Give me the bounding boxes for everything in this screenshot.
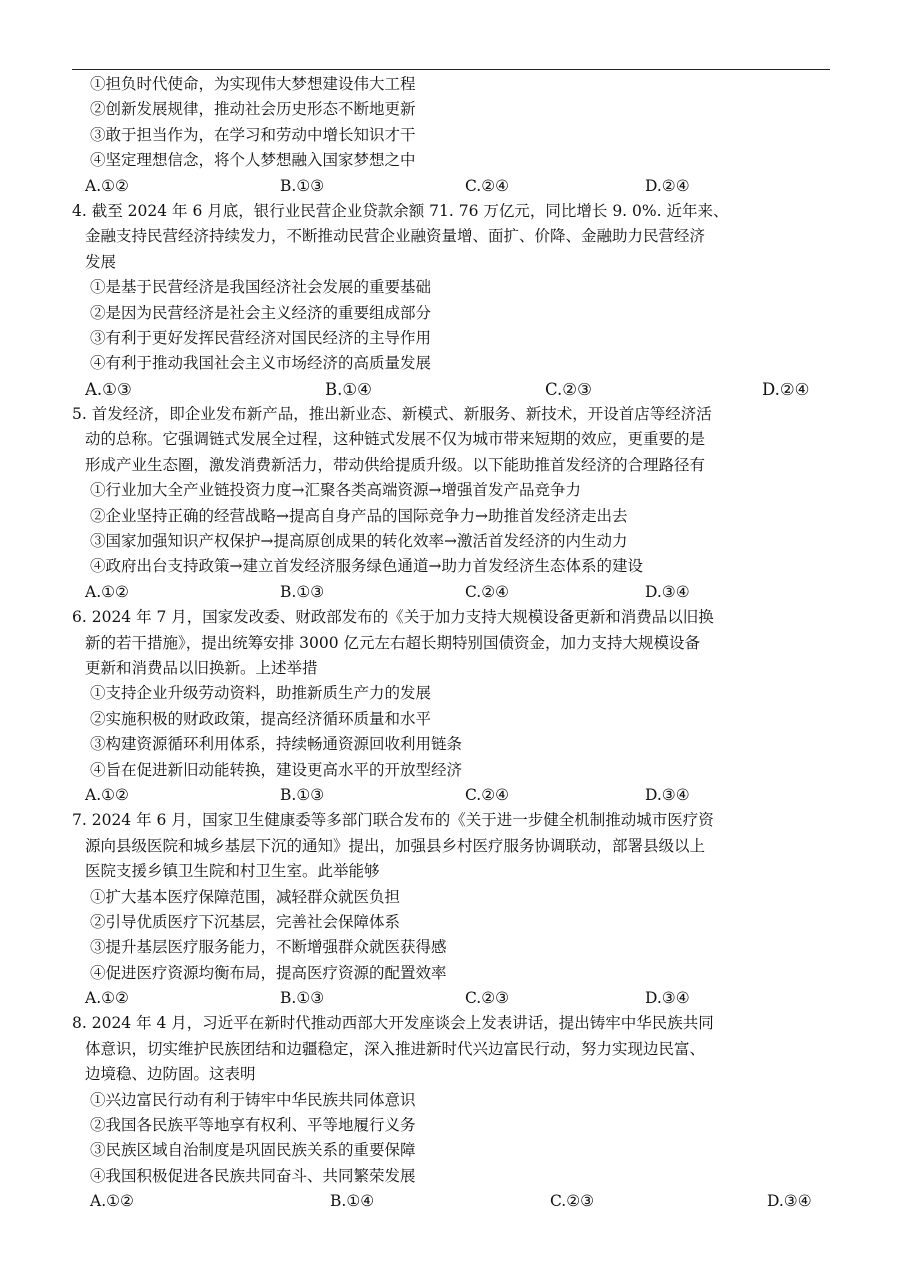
question-stem-line: 5. 首发经济，即企业发布新产品，推出新业态、新模式、新服务、新技术，开设首店等经济活 — [72, 405, 712, 424]
question-6 — [72, 605, 830, 808]
option-item: ③有利于更好发挥民营经济对国民经济的主导作用 — [90, 328, 432, 347]
choice-c[interactable]: C.②③ — [545, 379, 592, 399]
option-item: ①支持企业升级劳动资料，助推新质生产力的发展 — [90, 684, 432, 703]
question-stem-line: 源向县级医院和城乡基层下沉的通知》提出，加强县乡村医疗服务协调联动，部署县级以上 — [85, 836, 706, 855]
answer-choices — [72, 1189, 830, 1214]
choice-a[interactable]: A.①② — [85, 176, 129, 195]
question-stem-line: 金融支持民营经济持续发力，不断推动民营企业融资量增、面扩、价降、金融助力民营经济 — [85, 227, 706, 246]
choice-d[interactable]: D.③④ — [767, 1192, 812, 1211]
choice-d[interactable]: D.②④ — [762, 379, 810, 399]
question-5 — [72, 402, 830, 605]
choice-c[interactable]: C.②④ — [465, 582, 510, 601]
option-item: ②引导优质医疗下沉基层，完善社会保障体系 — [90, 912, 401, 931]
question-stem-line: 形成产业生态圈，激发消费新活力，带动供给提质升级。以下能助推首发经济的合理路径有 — [85, 455, 706, 474]
question-8 — [72, 1011, 830, 1214]
answer-choices — [72, 377, 830, 402]
question-4 — [72, 199, 830, 402]
question-stem-line: 4. 截至 2024 年 6 月底，银行业民营企业贷款余额 71. 76 万亿元，同比增长 9. 0%. 近年来、 — [72, 201, 729, 220]
question-stem-line: 体意识，切实维护民族团结和边疆稳定，深入推进新时代兴边富民行动，努力实现边民富、 — [85, 1039, 706, 1058]
question-stem-line: 更新和消费品以旧换新。上述举措 — [85, 658, 318, 677]
option-item: ④促进医疗资源均衡布局，提高医疗资源的配置效率 — [90, 963, 447, 982]
choice-c[interactable]: C.②③ — [550, 1192, 595, 1211]
option-item: ①是基于民营经济是我国经济社会发展的重要基础 — [90, 278, 432, 297]
choice-a[interactable]: A.①② — [85, 785, 129, 804]
question-3-tail — [85, 72, 830, 199]
choice-b[interactable]: B.①③ — [280, 582, 325, 601]
choice-a[interactable]: A.①② — [85, 989, 129, 1008]
question-stem-line: 动的总称。它强调链式发展全过程，这种链式发展不仅为城市带来短期的效应，更重要的是 — [85, 430, 706, 449]
option-item: ②我国各民族平等地享有权利、平等地履行义务 — [90, 1116, 416, 1135]
option-item: ④有利于推动我国社会主义市场经济的高质量发展 — [90, 354, 432, 373]
exam-page — [72, 72, 830, 1215]
option-item: ②企业坚持正确的经营战略→提高自身产品的国际竞争力→助推首发经济走出去 — [90, 506, 628, 525]
answer-choices — [72, 580, 830, 605]
option-item: ③敢于担当作为，在学习和劳动中增长知识才干 — [90, 125, 416, 144]
option-item: ①担负时代使命，为实现伟大梦想建设伟大工程 — [90, 75, 416, 93]
choice-c[interactable]: C.②④ — [465, 176, 510, 195]
question-stem-line: 6. 2024 年 7 月，国家发改委、财政部发布的《关于加力支持大规模设备更新和消费品以旧换 — [72, 608, 714, 627]
option-item: ④政府出台支持政策→建立首发经济服务绿色通道→助力首发经济生态体系的建设 — [90, 557, 643, 576]
choice-a[interactable]: A.①② — [90, 1192, 134, 1211]
choice-b[interactable]: B.①③ — [280, 989, 325, 1008]
option-item: ②是因为民营经济是社会主义经济的重要组成部分 — [90, 303, 432, 322]
question-7 — [72, 808, 830, 1011]
option-item: ④我国积极促进各民族共同奋斗、共同繁荣发展 — [90, 1166, 416, 1185]
option-item: ③国家加强知识产权保护→提高原创成果的转化效率→激活首发经济的内生动力 — [90, 532, 628, 551]
option-item: ①扩大基本医疗保障范围，减轻群众就医负担 — [90, 887, 401, 906]
choice-b[interactable]: B.①③ — [280, 785, 325, 804]
option-item: ③民族区域自治制度是巩固民族关系的重要保障 — [90, 1141, 416, 1160]
option-item: ①行业加大全产业链投资力度→汇聚各类高端资源→增强首发产品竞争力 — [90, 481, 581, 500]
choice-d[interactable]: D.③④ — [645, 989, 690, 1008]
answer-choices — [85, 174, 830, 199]
choice-b[interactable]: B.①③ — [280, 176, 325, 195]
choice-d[interactable]: D.③④ — [645, 785, 690, 804]
option-item: ②创新发展规律，推动社会历史形态不断地更新 — [90, 100, 416, 119]
choice-a[interactable]: A.①③ — [85, 379, 132, 399]
question-stem-line: 7. 2024 年 6 月，国家卫生健康委等多部门联合发布的《关于进一步健全机制推动城市医疗资 — [72, 811, 714, 830]
question-stem-line: 边境稳、边防固。这表明 — [85, 1065, 256, 1084]
question-stem-line: 医院支援乡镇卫生院和村卫生室。此举能够 — [85, 862, 380, 881]
answer-choices — [72, 783, 830, 808]
option-item: ③提升基层医疗服务能力，不断增强群众就医获得感 — [90, 938, 447, 957]
option-item: ②实施积极的财政政策，提高经济循环质量和水平 — [90, 709, 432, 728]
header-rule — [72, 69, 830, 70]
option-item: ④旨在促进新旧动能转换，建设更高水平的开放型经济 — [90, 760, 463, 779]
answer-choices — [72, 986, 830, 1011]
choice-a[interactable]: A.①② — [85, 582, 129, 601]
choice-d[interactable]: D.②④ — [645, 176, 690, 195]
question-stem-line: 发展 — [85, 252, 117, 271]
option-item: ④坚定理想信念，将个人梦想融入国家梦想之中 — [90, 151, 416, 170]
option-item: ①兴边富民行动有利于铸牢中华民族共同体意识 — [90, 1090, 416, 1109]
choice-b[interactable]: B.①④ — [325, 379, 372, 399]
choice-b[interactable]: B.①④ — [330, 1192, 375, 1211]
choice-c[interactable]: C.②③ — [465, 989, 510, 1008]
choice-c[interactable]: C.②④ — [465, 785, 510, 804]
choice-d[interactable]: D.③④ — [645, 582, 690, 601]
question-stem-line: 新的若干措施》，提出统筹安排 3000 亿元左右超长期特别国债资金，加力支持大规模设备 — [85, 633, 701, 652]
question-stem-line: 8. 2024 年 4 月，习近平在新时代推动西部大开发座谈会上发表讲话，提出铸牢中华民族共同 — [72, 1014, 714, 1033]
option-item: ③构建资源循环利用体系，持续畅通资源回收利用链条 — [90, 735, 463, 754]
